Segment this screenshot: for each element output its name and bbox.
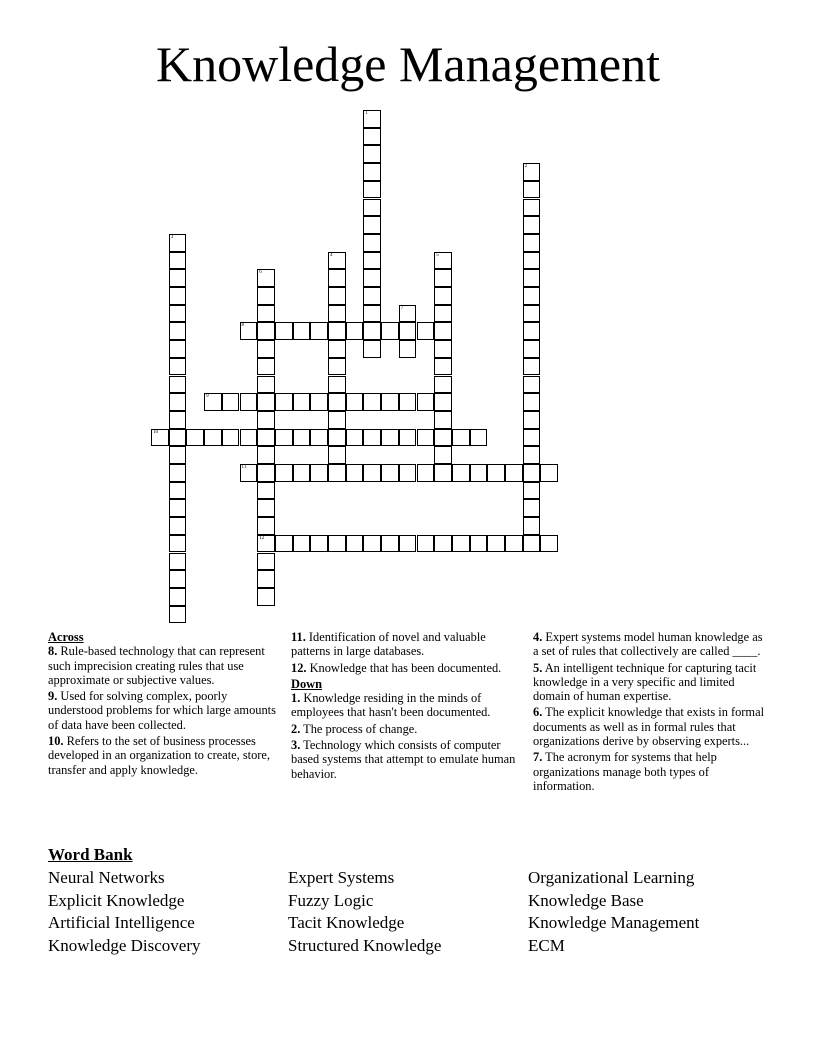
crossword-cell[interactable] xyxy=(169,606,187,624)
crossword-cell[interactable] xyxy=(186,429,204,447)
crossword-cell[interactable] xyxy=(363,163,381,181)
word-bank-column-2 xyxy=(288,867,441,958)
crossword-cell[interactable] xyxy=(452,535,470,553)
crossword-cell[interactable] xyxy=(470,429,488,447)
crossword-cell[interactable] xyxy=(487,535,505,553)
word-bank-item: Neural Networks xyxy=(48,868,165,887)
crossword-cell[interactable] xyxy=(169,482,187,500)
crossword-cell[interactable] xyxy=(363,322,381,340)
cell-number: 6 xyxy=(259,270,262,276)
crossword-cell[interactable] xyxy=(523,358,541,376)
crossword-cell[interactable] xyxy=(381,535,399,553)
crossword-cell[interactable] xyxy=(523,393,541,411)
clue-text: Knowledge that has been documented. xyxy=(306,660,502,675)
crossword-cell[interactable] xyxy=(275,322,293,340)
crossword-cell[interactable] xyxy=(310,464,328,482)
crossword-cell[interactable] xyxy=(257,570,275,588)
clue-text: The explicit knowledge that exists in formal documents as well as in formal rules that organizations derive by observing experts... xyxy=(533,705,765,749)
crossword-cell[interactable] xyxy=(363,305,381,323)
clue-column-2 xyxy=(291,630,523,783)
crossword-cell[interactable] xyxy=(399,429,417,447)
crossword-cell[interactable] xyxy=(434,535,452,553)
crossword-cell[interactable] xyxy=(434,287,452,305)
crossword-cell[interactable] xyxy=(399,305,417,323)
clue-across-12 xyxy=(291,661,523,675)
crossword-cell[interactable] xyxy=(523,163,541,181)
crossword-cell[interactable] xyxy=(293,464,311,482)
crossword-cell[interactable] xyxy=(257,446,275,464)
crossword-cell[interactable] xyxy=(363,181,381,199)
clue-number: 10. xyxy=(48,734,64,749)
clue-text: Expert systems model human knowledge as a set of rules that collectively are called ____. xyxy=(533,630,763,659)
crossword-cell[interactable] xyxy=(169,252,187,270)
crossword-cell[interactable] xyxy=(328,305,346,323)
crossword-cell[interactable] xyxy=(523,376,541,394)
crossword-cell[interactable] xyxy=(523,252,541,270)
crossword-cell[interactable] xyxy=(523,411,541,429)
crossword-cell[interactable] xyxy=(399,393,417,411)
crossword-cell[interactable] xyxy=(434,411,452,429)
crossword-cell[interactable] xyxy=(169,570,187,588)
crossword-cell[interactable] xyxy=(293,322,311,340)
crossword-cell[interactable] xyxy=(523,482,541,500)
crossword-cell[interactable] xyxy=(363,535,381,553)
crossword-cell[interactable] xyxy=(434,269,452,287)
word-bank-item: Knowledge Management xyxy=(528,913,700,933)
cell-number: 10 xyxy=(153,429,158,435)
crossword-cell[interactable] xyxy=(434,393,452,411)
crossword-cell[interactable] xyxy=(328,287,346,305)
crossword-cell[interactable] xyxy=(328,322,346,340)
crossword-cell[interactable] xyxy=(434,376,452,394)
crossword-cell[interactable] xyxy=(523,322,541,340)
crossword-cell[interactable] xyxy=(169,269,187,287)
crossword-cell[interactable] xyxy=(399,464,417,482)
crossword-cell[interactable] xyxy=(505,464,523,482)
crossword-cell[interactable] xyxy=(169,588,187,606)
crossword-cell[interactable] xyxy=(346,393,364,411)
crossword-cell[interactable] xyxy=(257,588,275,606)
crossword-cell[interactable] xyxy=(293,429,311,447)
crossword-cell[interactable] xyxy=(257,464,275,482)
clue-down-4 xyxy=(533,630,769,659)
crossword-cell[interactable] xyxy=(169,393,187,411)
crossword-cell[interactable] xyxy=(257,287,275,305)
word-bank-heading: Word Bank xyxy=(48,845,133,864)
crossword-cell[interactable] xyxy=(540,535,558,553)
crossword-cell[interactable] xyxy=(434,340,452,358)
crossword-cell[interactable] xyxy=(505,535,523,553)
crossword-cell[interactable] xyxy=(257,517,275,535)
crossword-cell[interactable] xyxy=(523,305,541,323)
crossword-cell[interactable] xyxy=(169,340,187,358)
crossword-cell[interactable] xyxy=(417,322,435,340)
clue-text: Technology which consists of computer based systems that attempt to emulate human behavior. xyxy=(291,738,516,781)
crossword-cell[interactable] xyxy=(434,464,452,482)
crossword-cell[interactable] xyxy=(169,517,187,535)
clue-column-1 xyxy=(48,630,284,779)
crossword-cell[interactable] xyxy=(381,464,399,482)
crossword-cell[interactable] xyxy=(240,429,258,447)
crossword-cell[interactable] xyxy=(417,535,435,553)
crossword-cell[interactable] xyxy=(151,429,169,447)
crossword-cell[interactable] xyxy=(363,199,381,217)
crossword-cell[interactable] xyxy=(328,376,346,394)
crossword-cell[interactable] xyxy=(381,429,399,447)
clue-down-7 xyxy=(533,750,769,793)
clue-text: An intelligent technique for capturing tacit knowledge in a very specific and limited domain of human expertise. xyxy=(533,660,757,704)
clue-number: 7. xyxy=(533,750,543,765)
crossword-cell[interactable] xyxy=(169,305,187,323)
crossword-cell[interactable] xyxy=(169,287,187,305)
clue-down-5 xyxy=(533,661,769,704)
crossword-cell[interactable] xyxy=(417,429,435,447)
crossword-cell[interactable] xyxy=(169,322,187,340)
crossword-cell[interactable] xyxy=(328,411,346,429)
crossword-cell[interactable] xyxy=(169,358,187,376)
crossword-cell[interactable] xyxy=(363,340,381,358)
crossword-cell[interactable] xyxy=(328,446,346,464)
crossword-cell[interactable] xyxy=(470,535,488,553)
crossword-cell[interactable] xyxy=(417,464,435,482)
clue-number: 2. xyxy=(291,721,301,736)
crossword-cell[interactable] xyxy=(222,429,240,447)
clue-number: 1. xyxy=(291,691,301,706)
crossword-cell[interactable] xyxy=(399,535,417,553)
crossword-cell[interactable] xyxy=(523,287,541,305)
clue-number: 4. xyxy=(533,630,543,644)
clue-down-3 xyxy=(291,738,523,781)
crossword-cell[interactable] xyxy=(363,216,381,234)
crossword-cell[interactable] xyxy=(257,340,275,358)
crossword-cell[interactable] xyxy=(363,464,381,482)
crossword-cell[interactable] xyxy=(434,322,452,340)
crossword-cell[interactable] xyxy=(257,376,275,394)
word-bank-item: Expert Systems xyxy=(288,868,395,887)
crossword-cell[interactable] xyxy=(257,482,275,500)
crossword-cell[interactable] xyxy=(257,393,275,411)
crossword-cell[interactable] xyxy=(346,535,364,553)
cell-number: 11 xyxy=(241,465,247,470)
crossword-cell[interactable] xyxy=(240,322,258,340)
clue-across-9 xyxy=(48,689,284,732)
crossword-cell[interactable] xyxy=(523,340,541,358)
across-heading: Across xyxy=(48,630,84,644)
word-bank-item: ECM xyxy=(528,936,565,956)
clue-text: Knowledge residing in the minds of employees that hasn't been documented. xyxy=(291,691,491,720)
cell-number: 3 xyxy=(170,234,174,240)
crossword-cell[interactable] xyxy=(363,145,381,163)
crossword-cell[interactable] xyxy=(222,393,240,411)
crossword-cell[interactable] xyxy=(275,535,293,553)
crossword-cell[interactable] xyxy=(346,322,364,340)
crossword-cell[interactable] xyxy=(257,269,275,287)
crossword-cell[interactable] xyxy=(540,464,558,482)
word-bank-item: Knowledge Base xyxy=(528,890,644,910)
clue-text: Rule-based technology that can represent such imprecision creating rules that use approximate or subjective values. xyxy=(48,644,265,687)
crossword-cell[interactable] xyxy=(328,252,346,270)
clue-text: Used for solving complex, poorly understood problems for which large amounts of data have been collected. xyxy=(48,689,276,732)
crossword-cell[interactable] xyxy=(257,535,275,553)
clue-across-10 xyxy=(48,734,284,777)
clue-text: The process of change. xyxy=(300,721,418,736)
crossword-cell[interactable] xyxy=(470,464,488,482)
crossword-cell[interactable] xyxy=(293,393,311,411)
clue-down-6 xyxy=(533,705,769,748)
clue-number: 12. xyxy=(291,660,307,675)
crossword-cell[interactable] xyxy=(328,340,346,358)
clue-text: Refers to the set of business processes developed in an organization to create, store, transfer and apply knowledge. xyxy=(48,734,271,777)
clue-text: The acronym for systems that help organizations manage both types of information. xyxy=(533,750,717,793)
crossword-cell[interactable] xyxy=(240,393,258,411)
clue-number: 3. xyxy=(291,738,301,753)
crossword-cell[interactable] xyxy=(434,252,452,270)
word-bank-item: Artificial Intelligence xyxy=(48,913,195,933)
cell-number: 5 xyxy=(436,252,439,258)
cell-number: 1 xyxy=(365,111,368,116)
word-bank-item: Explicit Knowledge xyxy=(48,890,185,910)
crossword-cell[interactable] xyxy=(523,499,541,517)
down-heading: Down xyxy=(291,676,322,691)
clue-text: Identification of novel and valuable patterns in large databases. xyxy=(291,630,486,659)
crossword-cell[interactable] xyxy=(169,535,187,553)
crossword-cell[interactable] xyxy=(381,322,399,340)
clue-column-3 xyxy=(533,630,769,795)
puzzle-title: Knowledge Management xyxy=(155,36,660,92)
crossword-cell[interactable] xyxy=(363,128,381,146)
cell-number: 2 xyxy=(524,164,528,170)
crossword-cell[interactable] xyxy=(169,234,187,252)
crossword-cell[interactable] xyxy=(363,393,381,411)
crossword-cell[interactable] xyxy=(523,216,541,234)
crossword-cell[interactable] xyxy=(523,446,541,464)
crossword-cell[interactable] xyxy=(328,358,346,376)
crossword-cell[interactable] xyxy=(363,110,381,128)
crossword-cell[interactable] xyxy=(328,464,346,482)
clue-across-11 xyxy=(291,630,523,659)
word-bank-item: Knowledge Discovery xyxy=(48,936,201,956)
crossword-cell[interactable] xyxy=(257,499,275,517)
word-bank-column-1 xyxy=(48,867,201,958)
crossword-cell[interactable] xyxy=(381,393,399,411)
crossword-cell[interactable] xyxy=(204,429,222,447)
crossword-cell[interactable] xyxy=(275,393,293,411)
word-bank-item: Organizational Learning xyxy=(528,868,695,887)
crossword-cell[interactable] xyxy=(275,464,293,482)
clue-down-1 xyxy=(291,691,523,720)
crossword-cell[interactable] xyxy=(328,535,346,553)
clue-number: 9. xyxy=(48,689,58,704)
crossword-cell[interactable] xyxy=(363,287,381,305)
crossword-cell[interactable] xyxy=(363,429,381,447)
crossword-cell[interactable] xyxy=(523,181,541,199)
clue-across-8 xyxy=(48,644,284,687)
crossword-cell[interactable] xyxy=(310,322,328,340)
crossword-cell[interactable] xyxy=(293,535,311,553)
clue-number: 11. xyxy=(291,630,306,644)
crossword-cell[interactable] xyxy=(363,269,381,287)
cell-number: 8 xyxy=(241,323,244,329)
crossword-cell[interactable] xyxy=(169,464,187,482)
crossword-cell[interactable] xyxy=(363,252,381,270)
crossword-cell[interactable] xyxy=(523,535,541,553)
crossword-cell[interactable] xyxy=(169,429,187,447)
crossword-cell[interactable] xyxy=(257,305,275,323)
crossword-cell[interactable] xyxy=(363,234,381,252)
word-bank-item: Tacit Knowledge xyxy=(288,913,405,933)
word-bank-item: Fuzzy Logic xyxy=(288,890,374,910)
crossword-cell[interactable] xyxy=(523,429,541,447)
crossword-cell[interactable] xyxy=(434,305,452,323)
crossword-cell[interactable] xyxy=(523,199,541,217)
crossword-cell[interactable] xyxy=(257,322,275,340)
crossword-cell[interactable] xyxy=(310,535,328,553)
crossword-cell[interactable] xyxy=(257,429,275,447)
crossword-cell[interactable] xyxy=(310,393,328,411)
crossword-cell[interactable] xyxy=(257,411,275,429)
crossword-cell[interactable] xyxy=(434,358,452,376)
crossword-cell[interactable] xyxy=(523,269,541,287)
crossword-cell[interactable] xyxy=(204,393,222,411)
crossword-cell[interactable] xyxy=(257,553,275,571)
clue-number: 6. xyxy=(533,705,543,720)
crossword-cell[interactable] xyxy=(169,553,187,571)
crossword-cell[interactable] xyxy=(523,464,541,482)
crossword-cell[interactable] xyxy=(310,429,328,447)
crossword-cell[interactable] xyxy=(169,446,187,464)
crossword-cell[interactable] xyxy=(399,340,417,358)
clue-down-2 xyxy=(291,722,523,736)
cell-number: 12 xyxy=(259,535,265,541)
crossword-cell[interactable] xyxy=(399,322,417,340)
crossword-cell[interactable] xyxy=(434,446,452,464)
crossword-cell[interactable] xyxy=(169,376,187,394)
clue-number: 8. xyxy=(48,644,58,659)
crossword-cell[interactable] xyxy=(523,517,541,535)
crossword-cell[interactable] xyxy=(346,429,364,447)
crossword-cell[interactable] xyxy=(452,464,470,482)
crossword-cell[interactable] xyxy=(240,464,258,482)
cell-number: 4 xyxy=(330,252,333,258)
crossword-cell[interactable] xyxy=(417,393,435,411)
crossword-cell[interactable] xyxy=(434,429,452,447)
crossword-cell[interactable] xyxy=(257,358,275,376)
word-bank-item: Structured Knowledge xyxy=(288,936,442,956)
crossword-cell[interactable] xyxy=(275,429,293,447)
crossword-cell[interactable] xyxy=(523,234,541,252)
crossword-cell[interactable] xyxy=(169,411,187,429)
crossword-cell[interactable] xyxy=(346,464,364,482)
clue-number: 5. xyxy=(533,660,543,675)
crossword-cell[interactable] xyxy=(328,393,346,411)
crossword-cell[interactable] xyxy=(487,464,505,482)
crossword-cell[interactable] xyxy=(169,499,187,517)
cell-number: 9 xyxy=(206,394,209,400)
crossword-cell[interactable] xyxy=(328,429,346,447)
cell-number: 7 xyxy=(400,305,404,311)
word-bank-column-3 xyxy=(528,867,699,958)
crossword-cell[interactable] xyxy=(452,429,470,447)
crossword-cell[interactable] xyxy=(328,269,346,287)
